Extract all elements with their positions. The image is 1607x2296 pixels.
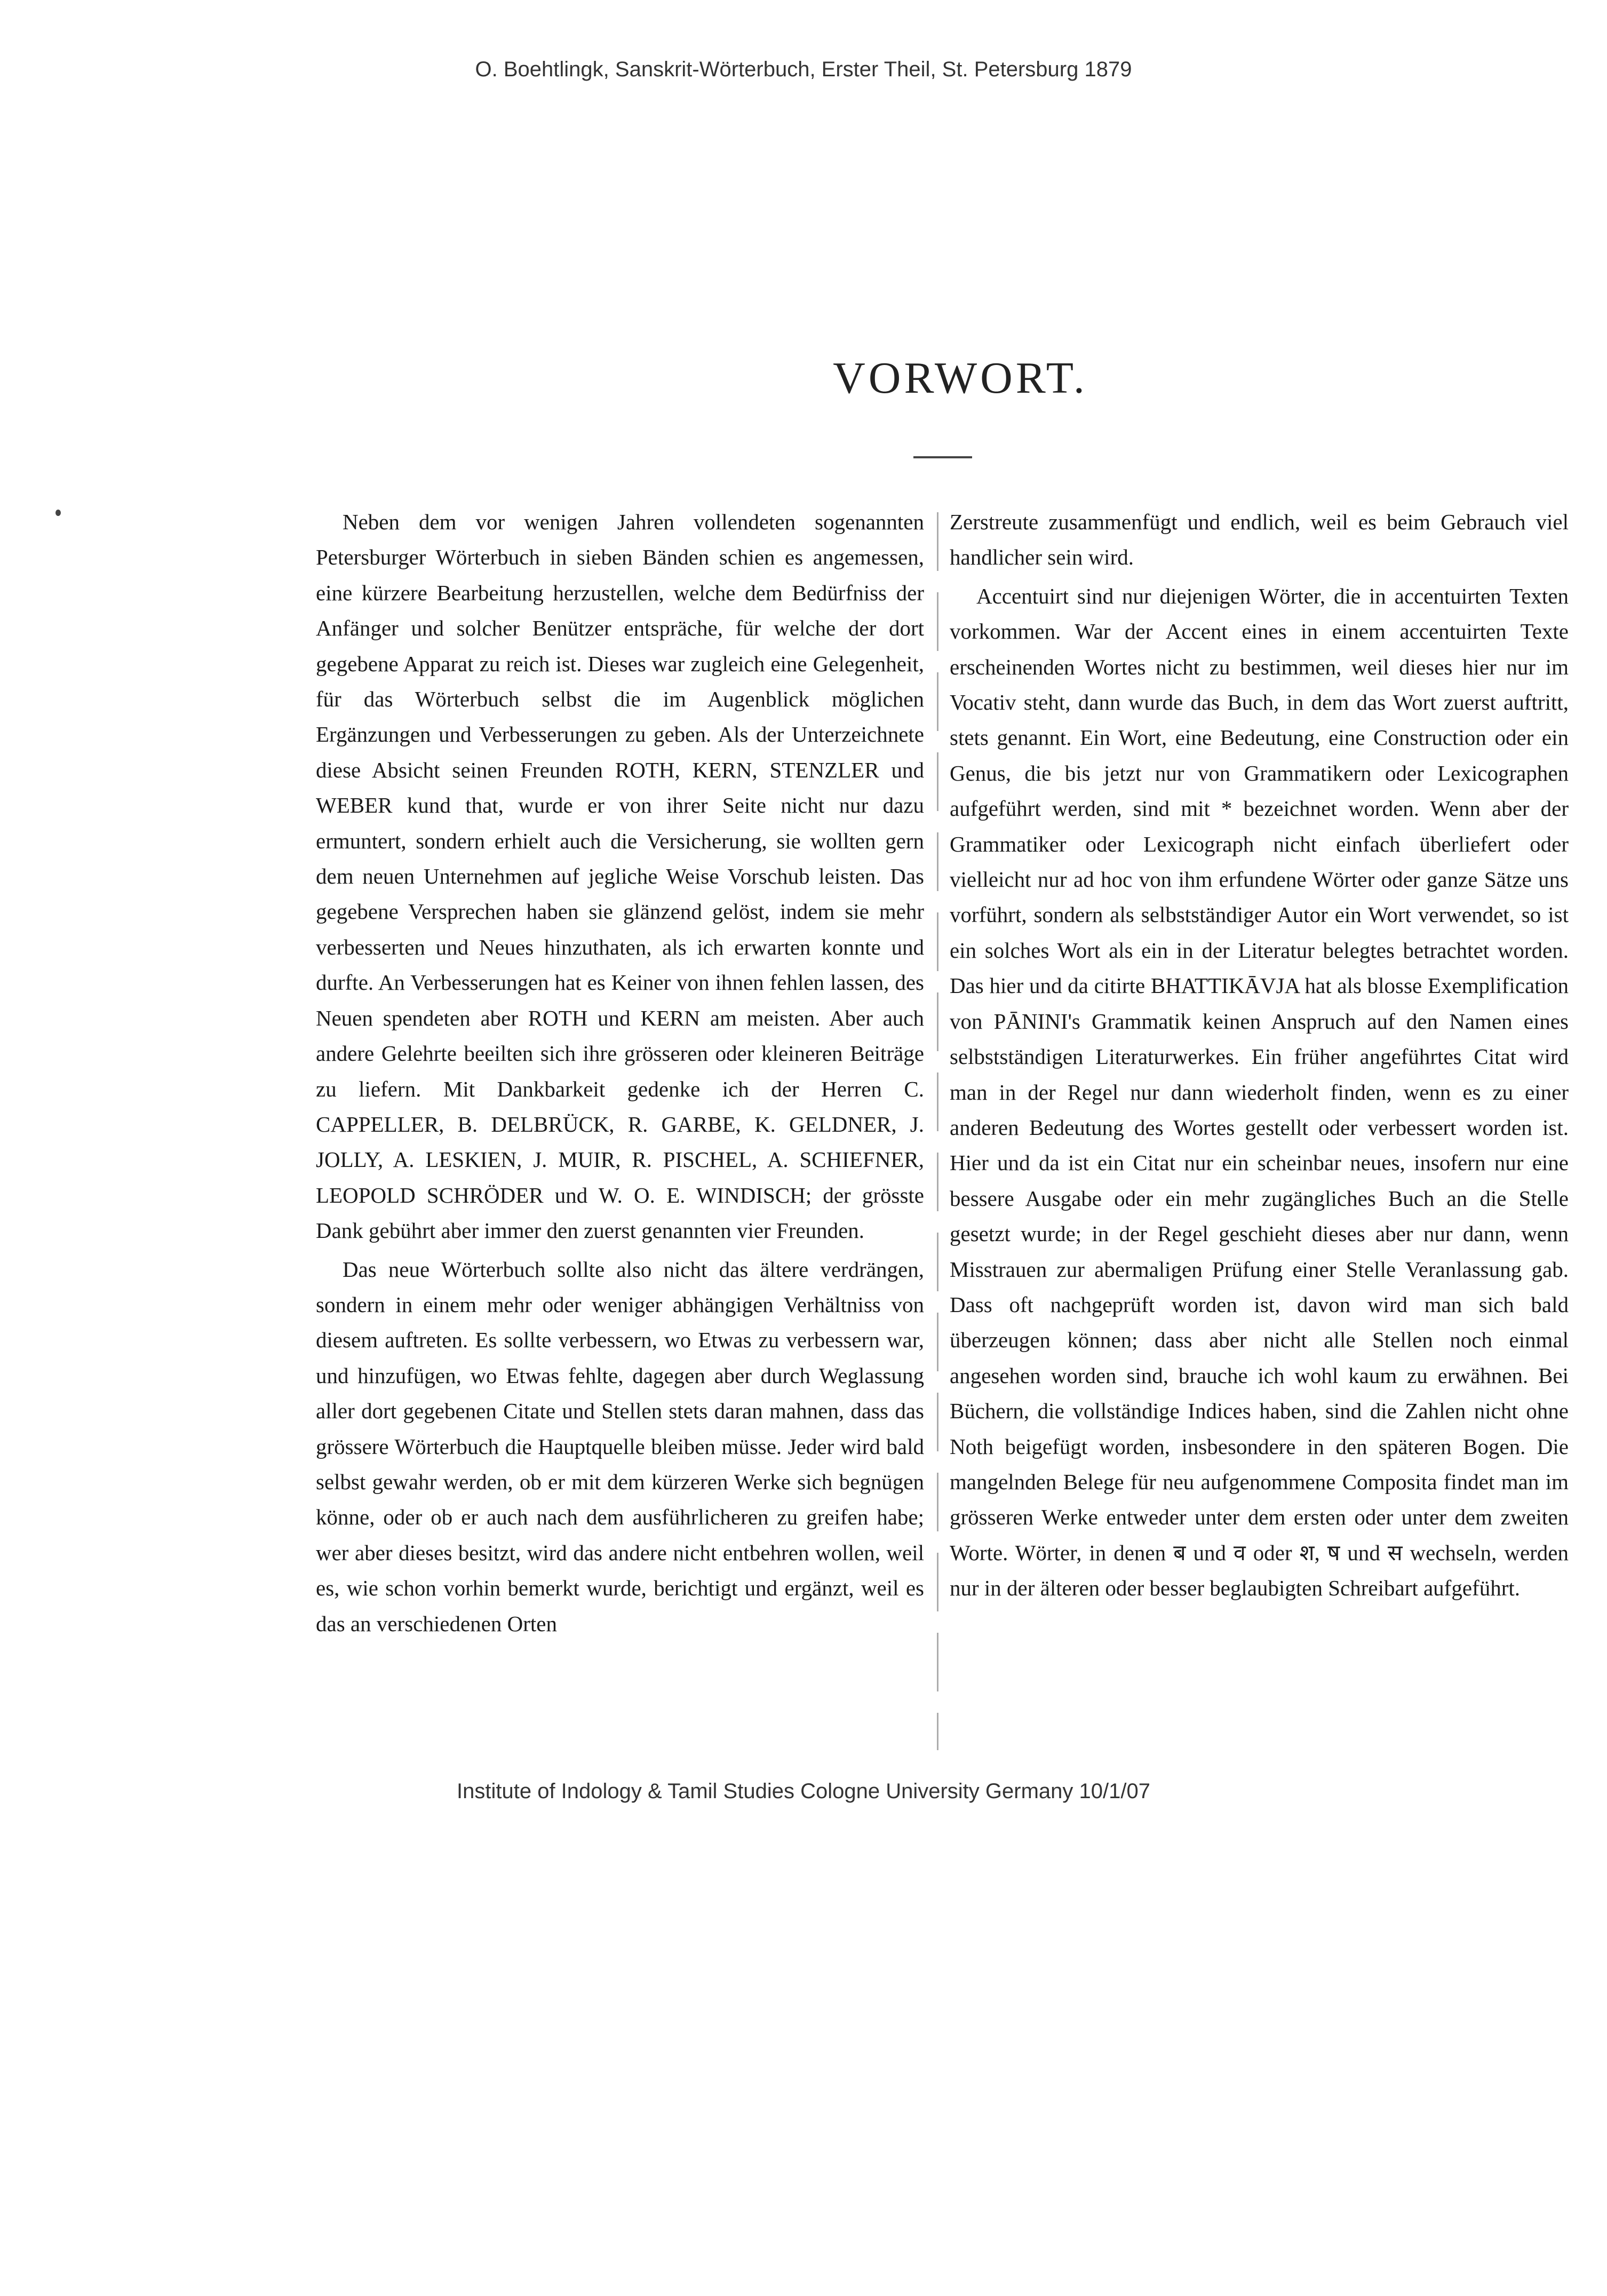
left-column — [316, 504, 924, 1641]
right-paragraph-2: Accentuirt sind nur diejenigen Wörter, die in accentuirten Texten vorkommen. War der Accent eines in einem accentuirten Texte erscheinenden Wortes nicht zu bestimmen, weil dieses hier nur im Vocativ steht, dann wurde das Buch, in dem das Wort zuerst auftritt, stets genannt. Ein Wort, eine Bedeutung, eine Construction oder ein Genus, die bis jetzt nur von Grammatikern oder Lexicographen aufgeführt werden, sind mit * bezeichnet worden. Wenn aber der Grammatiker oder Lexicograph nicht einfach überliefert oder vielleicht nur ad hoc von ihm erfundene Wörter oder ganze Sätze uns vorführt, sondern als selbstständiger Autor ein Wort verwendet, so ist ein solches Wort als ein in der Literatur belegtes betrachtet worden. Das hier und da citirte BHATTIKĀVJA hat als blosse Exemplification von PĀNINI's Grammatik keinen Anspruch auf den Namen eines selbstständigen Literaturwerkes. Ein früher angeführtes Citat wird man in der Regel nur dann wiederholt finden, wenn es zu einer anderen Bedeutung des Wortes gestellt oder verbessert worden ist. Hier und da ist ein Citat nur ein scheinbar neues, insofern nur eine bessere Ausgabe oder ein mehr zugängliches Buch an die Stelle gesetzt wurde; in der Regel geschieht dieses aber nur dann, wenn Misstrauen zur abermaligen Prüfung einer Stelle Veranlassung gab. Dass oft nachgeprüft worden ist, davon wird man sich bald überzeugen können; dass aber nicht alle Stellen noch einmal angesehen worden sind, brauche ich wohl kaum zu erwähnen. Bei Büchern, die vollständige Indices haben, sind die Zahlen nicht ohne Noth beigefügt worden, insbesondere in den späteren Bogen. Die mangelnden Belege für neu aufgenommene Composita findet man im grösseren Werke entweder unter dem ersten oder unter dem zweiten Worte. Wörter, in denen ब und व oder श, ष und स wechseln, werden nur in der älteren oder besser beglaubigten Schreibart aufgeführt. — [950, 583, 1569, 1601]
right-column — [950, 504, 1569, 1606]
footer-source-line: Institute of Indology & Tamil Studies Cologne University Germany 10/1/07 — [457, 1779, 1150, 1803]
left-paragraph-2: Das neue Wörterbuch sollte also nicht das ältere verdrängen, sondern in einem mehr oder weniger abhängigen Verhältniss von diesem auftreten. Es sollte verbessern, wo Etwas zu verbessern war, und hinzufügen, wo Etwas fehlte, dagegen aber durch Weglassung aller dort gegebenen Citate und Stellen stets daran mahnen, dass das grössere Wörterbuch die Hauptquelle bleiben müsse. Jeder wird bald selbst gewahr werden, ob er mit dem kürzeren Werke sich begnügen könne, oder ob er auch nach dem ausführlicheren zu greifen habe; wer aber dieses besitzt, wird das andere nicht entbehren wollen, weil es, wie schon vorhin bemerkt wurde, berichtigt und ergänzt, weil es das an verschiedenen Orten — [316, 1257, 924, 1636]
scan-speck — [55, 510, 61, 516]
page-title: VORWORT. — [833, 353, 1088, 403]
header-source-line: O. Boehtlingk, Sanskrit-Wörterbuch, Erster Theil, St. Petersburg 1879 — [475, 58, 1132, 81]
right-paragraph-1: Zerstreute zusammenfügt und endlich, weil es beim Gebrauch viel handlicher sein wird. — [950, 510, 1569, 570]
title-rule — [913, 456, 972, 458]
left-paragraph-1: Neben dem vor wenigen Jahren vollendeten sogenannten Petersburger Wörterbuch in sieben Bänden schien es angemessen, eine kürzere Bearbeitung herzustellen, welche dem Bedürfniss der Anfänger und solcher Benützer entspräche, für welche der dort gegebene Apparat zu reich ist. Dieses war zugleich eine Gelegenheit, für das Wörterbuch selbst die im Augenblick möglichen Ergänzungen und Verbesserungen zu geben. Als der Unterzeichnete diese Absicht seinen Freunden ROTH, KERN, STENZLER und WEBER kund that, wurde er von ihrer Seite nicht nur dazu ermuntert, sondern erhielt auch die Versicherung, sie wollten gern dem neuen Unternehmen auf jegliche Weise Vorschub leisten. Das gegebene Versprechen haben sie glänzend gelöst, indem sie mehr verbesserten und Neues hinzuthaten, als ich erwarten konnte und durfte. An Verbesserungen hat es Keiner von ihnen fehlen lassen, des Neuen spendeten aber ROTH und KERN am meisten. Aber auch andere Gelehrte beeilten sich ihre grösseren oder kleineren Beiträge zu liefern. Mit Dankbarkeit gedenke ich der Herren C. CAPPELLER, B. DELBRÜCK, R. GARBE, K. GELDNER, J. JOLLY, A. LESKIEN, J. MUIR, R. PISCHEL, A. SCHIEFNER, LEOPOLD SCHRÖDER und W. O. E. WINDISCH; der grösste Dank gebührt aber immer den zuerst genannten vier Freunden. — [316, 510, 924, 1243]
column-divider — [937, 512, 938, 1750]
